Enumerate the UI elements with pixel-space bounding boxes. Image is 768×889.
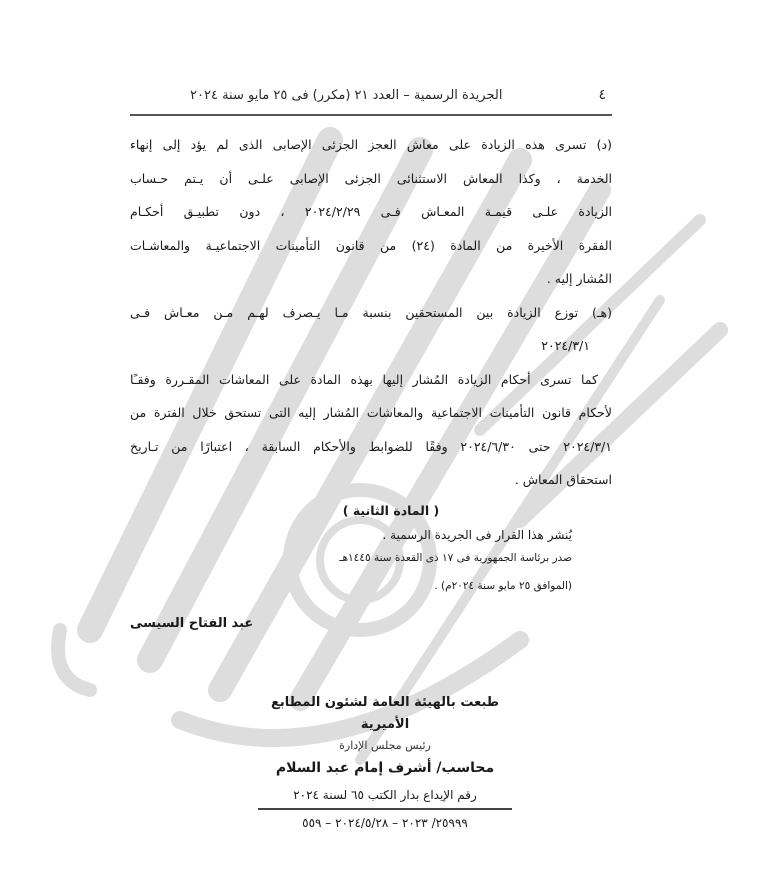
page-header [130,80,612,110]
clause-d-line: الزيادة علـى قيمـة المعـاش فـى ٢٠٢٤/٢/٢٩ ، دون تطبيـق أحكـام [130,204,612,219]
serial-number: ٢٥٩٩٩/ ٢٠٢٣ – ٢٠٢٤/٥/٢٨ – ٥٥٩ [302,816,468,830]
deposit-number: رقم الإيداع بدار الكتب ٦٥ لسنة ٢٠٢٤ [293,788,477,802]
printed-by: طبعت بالهيئة العامة لشئون المطابع الأميرية [271,695,499,732]
closing-paragraph [130,363,612,497]
clause-h-line: (هـ) توزع الزيادة بين المستحقين بنسبة مـا يـصرف لهـم مـن معـاش فـى [130,304,612,320]
header-divider [130,114,612,116]
issued-line-hijri: صدر برئاسة الجمهورية فى ١٧ ذى القعدة سنة ١٤٤٥هـ [339,551,572,564]
clause-h-line: ٢٠٢٤/٣/١ [541,338,590,353]
closing-line: لأحكام قانون التأمينات الاجتماعية والمعاشات المُشار إليه التى تستحق خلال الفترة من [130,405,612,420]
closing-line: استحقاق المعاش . [514,472,612,487]
gazette-header-title: الجريدة الرسمية – العدد ٢١ (مكرر) فى ٢٥ مايو سنة ٢٠٢٤ [190,87,503,103]
printer-colophon [250,692,520,834]
clause-d-line: الخدمة ، وكذا المعاش الاستثنائى الجزئى الإصابى علـى أن يـتم حـساب [130,170,612,186]
closing-line: ٢٠٢٤/٣/١ حتى ٢٠٢٤/٦/٣٠ وفقًا للضوابط والأحكام السابقة ، اعتبارًا من تـاريخ [130,438,612,454]
clause-d-line: الفقرة الأخيرة من المادة (٢٤) من قانون التأمينات الاجتماعيـة والمعاشـات [130,237,613,253]
signature-name: عبد الفتاح السيسى [130,615,254,631]
chairman-title: رئيس مجلس الإدارة [339,739,431,752]
clause-d-line: (د) تسرى هذه الزيادة على معاش العجز الجزئى الإصابى الذى لم يؤد إلى إنهاء [130,137,612,152]
issued-line-gregorian: (الموافق ٢٥ مايو سنة ٢٠٢٤م) . [434,579,572,592]
clause-d-line: المُشار إليه . [546,271,612,286]
gazette-page [130,80,612,631]
chairman-name: محاسب/ أشرف إمام عبد السلام [275,760,495,776]
colophon-divider [258,808,512,810]
clause-d [130,128,612,296]
issued-statement [130,544,612,600]
clause-h [130,296,612,363]
article-two-title: ( المادة الثانية ) [342,502,440,518]
publish-statement: يُنشر هذا القرار فى الجريدة الرسمية . [382,527,572,542]
page-number: ٤ [598,87,606,103]
closing-line: كما تسرى أحكام الزيادة المُشار إليها بهذه المادة على المعاشات المقـررة وفقـًا [130,371,598,387]
document-body [130,128,612,497]
